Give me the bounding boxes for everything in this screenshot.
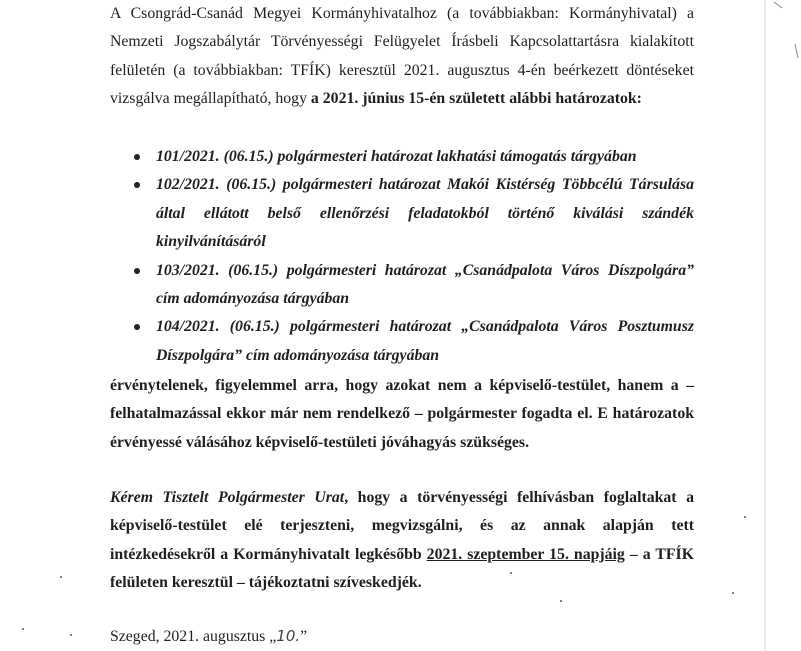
decision-text: 102/2021. (06.15.) polgármesteri határozat Makói Kistérség Többcélú Társulása által ellátott belső ellenőrzési feladatokból történő kiválási szándék kinyilvánításáról bbox=[156, 176, 694, 251]
scan-speck bbox=[510, 572, 512, 574]
deadline-date: 2021. szeptember 15. napjáig bbox=[426, 545, 625, 563]
intro-paragraph bbox=[110, 0, 694, 114]
decision-item bbox=[110, 313, 694, 370]
decision-text: 101/2021. (06.15.) polgármesteri határozat lakhatási támogatás tárgyában bbox=[156, 148, 637, 165]
bullet-icon bbox=[134, 268, 140, 274]
request-lead: Kérem Tisztelt Polgármester Urat bbox=[110, 489, 345, 506]
bullet-icon bbox=[134, 324, 140, 330]
invalidity-paragraph: érvénytelenek, figyelemmel arra, hogy azokat nem a képviselő-testület, hanem a – felhatalmazással ekkor már nem rendelkező – polgármester fogadta el. E határozatok érvényessé válásához képviselő-testületi jóváhagyás szükséges. bbox=[110, 377, 694, 451]
request-text-end: – a TFÍK felületen keresztül – tájékoztatni szíveskedjék. bbox=[110, 545, 694, 592]
intro-text: A Csongrád-Csanád Megyei Kormányhivatalhoz (a továbbiakban: Kormányhivatal) a Nemzeti Jogszabálytár Törvényességi Felügyelet Írásbeli Kapcsolattartásra kialakított felületén (a továbbiakban: TFÍK) keresztül 2021. augusztus 4-én beérkezett döntéseket vizsgálva megállapítható, hogy bbox=[110, 5, 694, 108]
scan-ink-mark bbox=[770, 0, 801, 60]
scan-speck bbox=[732, 592, 734, 594]
handwritten-day: 10. bbox=[276, 627, 301, 645]
decision-item bbox=[110, 171, 694, 256]
decision-text: 103/2021. (06.15.) polgármesteri határozat „Csanádpalota Város Díszpolgára” cím adományozása tárgyában bbox=[156, 261, 694, 308]
scan-speck bbox=[22, 628, 24, 630]
decision-item bbox=[110, 257, 694, 314]
bullet-icon bbox=[134, 154, 140, 160]
scan-speck bbox=[744, 516, 746, 518]
place-date-text: Szeged, 2021. augusztus „ bbox=[110, 628, 277, 645]
decision-item bbox=[110, 143, 694, 171]
request-text: , hogy a törvényességi felhívásban foglaltakat a képviselő-testület elé terjeszteni, megvizsgálni, és az annak alapján tett intézkedésekről a Kormányhivatalt legkésőbb bbox=[110, 489, 694, 563]
place-date-line bbox=[110, 622, 307, 651]
closing-quote: ” bbox=[300, 628, 308, 645]
decision-list bbox=[110, 143, 694, 370]
scan-speck bbox=[60, 576, 62, 578]
decision-text: 104/2021. (06.15.) polgármesteri határozat „Csanádpalota Város Posztumusz Díszpolgára” cím adományozása tárgyában bbox=[156, 318, 694, 364]
intro-emphasis: a 2021. június 15-én született alábbi határozatok: bbox=[310, 90, 642, 108]
bullet-icon bbox=[134, 182, 140, 188]
request-paragraph bbox=[110, 484, 694, 598]
scan-speck bbox=[560, 600, 562, 602]
scan-fold-line bbox=[764, 0, 766, 650]
scan-speck bbox=[70, 634, 72, 636]
